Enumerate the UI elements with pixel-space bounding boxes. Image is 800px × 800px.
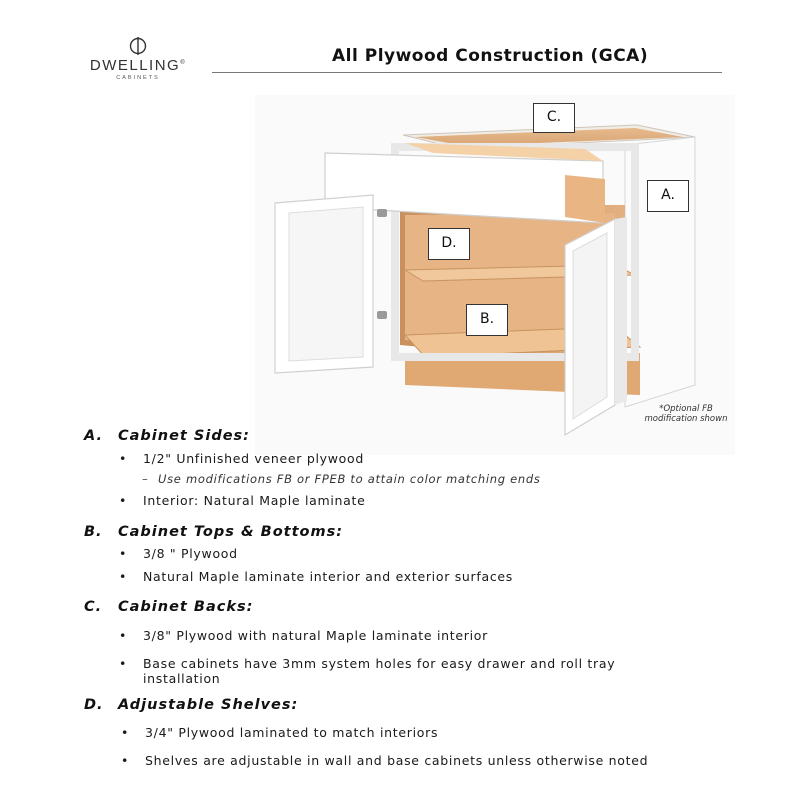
- callout-d: D.: [428, 228, 470, 260]
- sub-bullet-a1: – Use modifications FB or FPEB to attain color matching ends: [142, 472, 541, 486]
- bullet-b2: • Natural Maple laminate interior and exterior surfaces: [119, 569, 514, 584]
- bullet-c1: • 3/8" Plywood with natural Maple laminate interior: [119, 628, 488, 643]
- bullet-b1: • 3/8 " Plywood: [119, 546, 238, 561]
- bullet-d2: • Shelves are adjustable in wall and base cabinets unless otherwise noted: [121, 753, 649, 768]
- page-title: All Plywood Construction (GCA): [332, 46, 649, 66]
- optional-fb-note: *Optional FB modification shown: [644, 404, 728, 424]
- section-heading-b: B. Cabinet Tops & Bottoms:: [84, 524, 344, 540]
- brand-sub: CABINETS: [116, 75, 160, 81]
- callout-a: A.: [647, 180, 689, 212]
- section-heading-d: D. Adjustable Shelves:: [84, 697, 299, 713]
- bullet-a1: • 1/2" Unfinished veneer plywood: [119, 451, 364, 466]
- section-heading-c: C. Cabinet Backs:: [84, 599, 254, 615]
- bullet-c2: • Base cabinets have 3mm system holes for easy drawer and roll tray installation: [119, 656, 616, 686]
- bullet-a2: • Interior: Natural Maple laminate: [119, 493, 366, 508]
- callout-c: C.: [533, 103, 575, 133]
- bullet-d1: • 3/4" Plywood laminated to match interiors: [121, 725, 439, 740]
- section-heading-a: A. Cabinet Sides:: [84, 428, 250, 444]
- callout-b: B.: [466, 304, 508, 336]
- brand-name: DWELLING®: [89, 57, 187, 74]
